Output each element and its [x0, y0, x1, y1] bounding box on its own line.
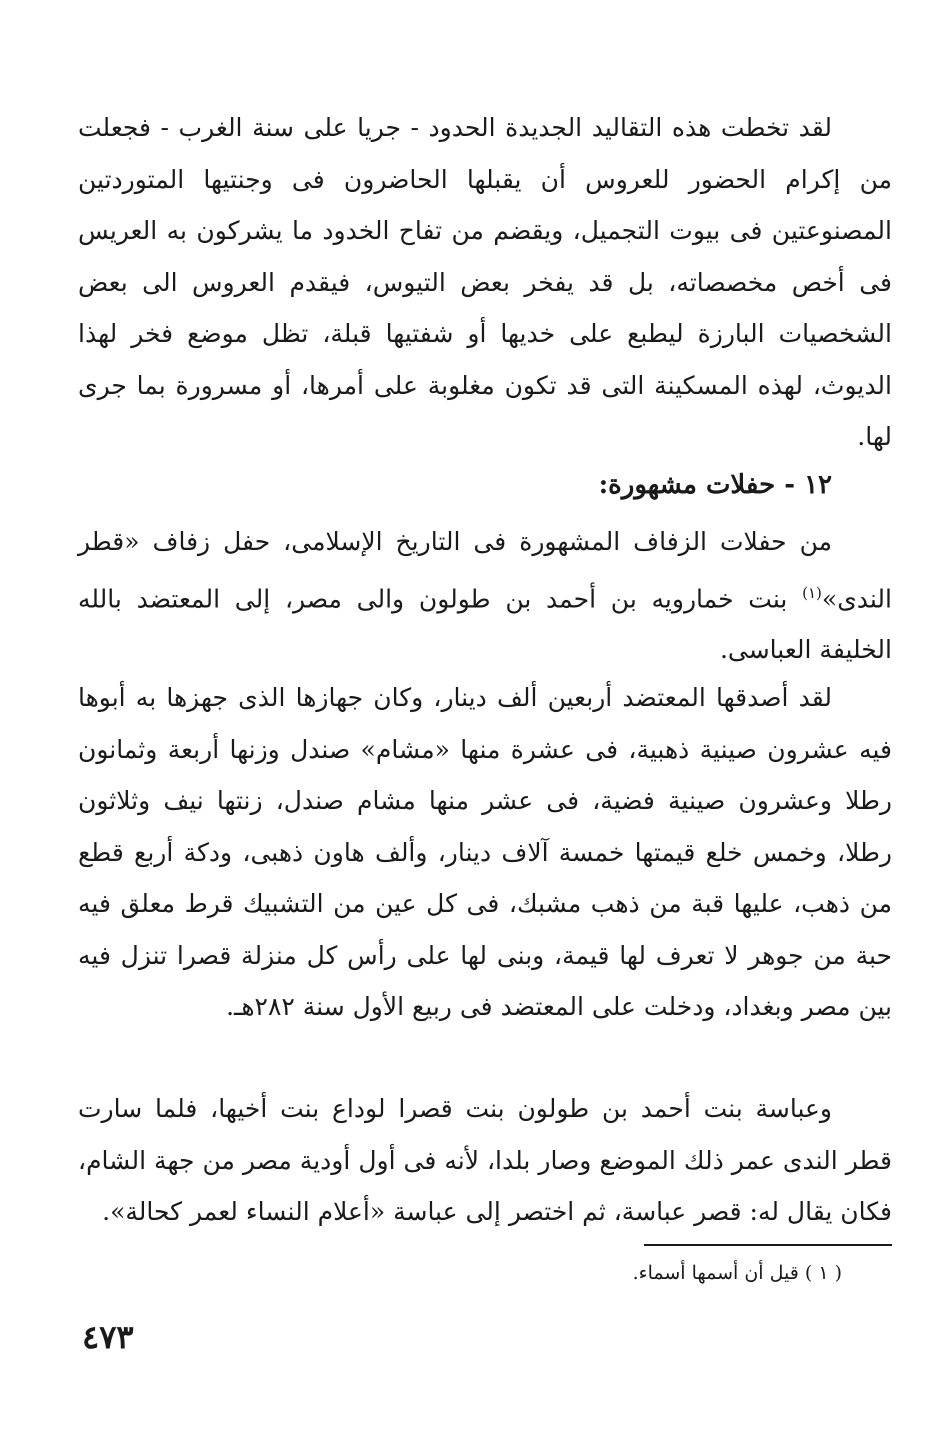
paragraph-2 [78, 516, 892, 676]
page-number: ٤٧٣ [82, 1318, 134, 1356]
paragraph-4: وعباسة بنت أحمد بن طولون بنت قصرا لوداع بنت أخيها، فلما سارت قطر الندى عمر ذلك الموضع وصار بلدا، لأنه فى أول أودية مصر من جهة الشام، فكان يقال له: قصر عباسة، ثم اختصر إلى عباسة «أعلام النساء لعمر كحالة». [78, 1094, 892, 1226]
paragraph-2-text-before-note: من حفلات الزفاف المشهورة فى التاريخ الإسلامى، حفل زفاف «قطر الندى» [78, 527, 892, 613]
paragraph-3: لقد أصدقها المعتضد أربعين ألف دينار، وكان جهازها الذى جهزها به أبوها فيه عشرون صينية ذهبية، فى عشرة منها «مشام» صندل وزنها أربعة وثمانون رطلا وعشرون صينية فضية، فى عشر منها مشام صندل، زنتها نيف وثلاثون رطلا، وخمس خلع قيمتها خمسة آلاف دينار، وألف هاون ذهبى، ودكة أربع قطع من ذهب، عليها قبة من ذهب مشبك، فى كل عين من التشبيك قرط معلق فيه حبة من جوهر لا تعرف لها قيمة، وبنى لها على رأس كل منزلة قصرا تنزل فيه بين مصر وبغداد، ودخلت على المعتضد فى ربيع الأول سنة ٢٨٢هـ. [78, 683, 892, 1021]
footnote-text: ( ١ ) قيل أن أسمها أسماء. [632, 1262, 842, 1284]
paragraph-2-text-after-note: بنت خمارويه بن أحمد بن طولون والى مصر، إلى المعتضد بالله الخليفة العباسى. [78, 583, 892, 665]
footnote-marker: (١) [802, 583, 822, 602]
footnote-divider [644, 1244, 892, 1246]
section-heading: ١٢ - حفلات مشهورة: [598, 470, 832, 500]
paragraph-1: لقد تخطت هذه التقاليد الجديدة الحدود - جريا على سنة الغرب - فجعلت من إكرام الحضور للعروس أن يقبلها الحاضرون فى وجنتيها المتوردتين المصنوعتين فى بيوت التجميل، ويقضم من تفاح الخدود ما يشركون به العريس فى أخص مخصصاته، بل قد يفخر بعض التيوس، فيقدم العروس الى بعض الشخصيات البارزة ليطبع على خديها أو شفتيها قبلة، تظل موضع فخر لهذا الديوث، لهذه المسكينة التى قد تكون مغلوبة على أمرها، أو مسرورة بما جرى لها. [78, 113, 892, 451]
